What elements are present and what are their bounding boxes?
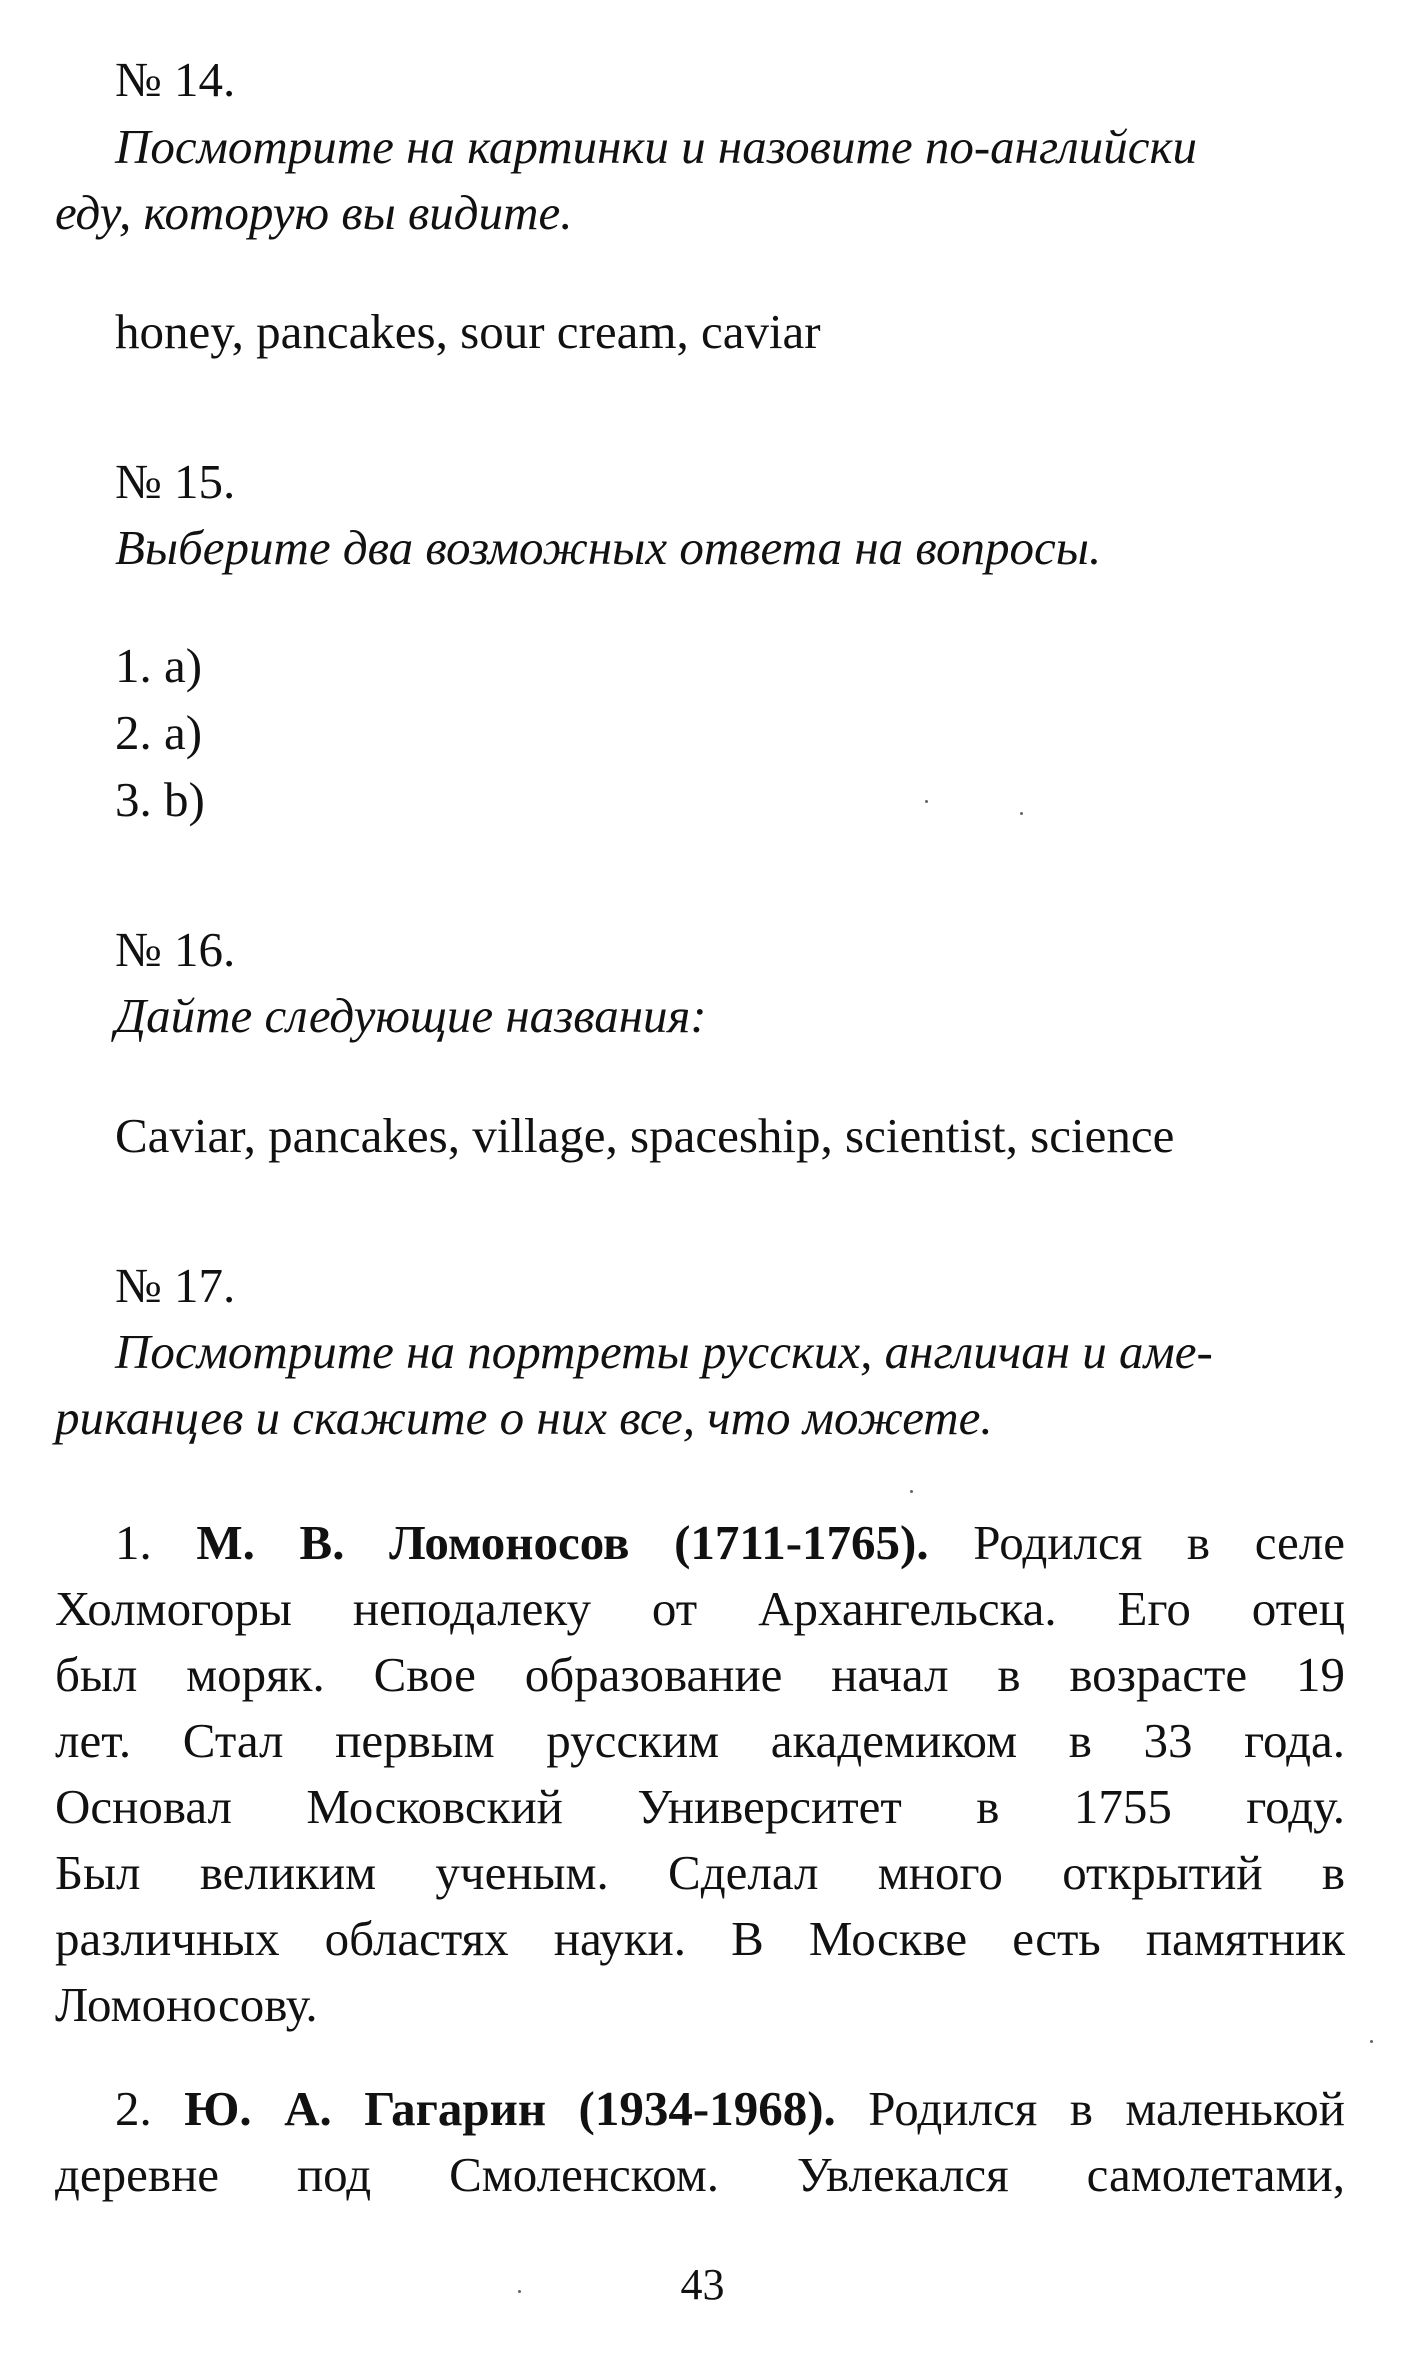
scan-speck [925, 800, 928, 803]
item2-first-line-rest: Родился в маленькой [868, 2081, 1346, 2136]
ex14-number: № 14. [115, 52, 236, 107]
item1-line-5: Был великим ученым. Сделал много открытий в [55, 1845, 1345, 1900]
item1-number: 1. [115, 1515, 152, 1570]
scan-speck [1020, 812, 1023, 815]
item1-line-3: лет. Стал первым русским академиком в 33 года. [55, 1713, 1345, 1768]
ex14-answer: honey, pancakes, sour cream, caviar [115, 304, 821, 359]
item2-line-1: деревне под Смоленском. Увлекался самолетами, [55, 2147, 1345, 2202]
scan-speck [910, 1490, 913, 1493]
ex17-task-line2: риканцев и скажите о них все, что можете. [55, 1390, 993, 1445]
item1-line-2: был моряк. Свое образование начал в возрасте 19 [55, 1647, 1345, 1702]
item1-first-line-rest: Родился в селе [973, 1515, 1346, 1570]
item1-first-line [115, 1510, 1345, 1576]
ex15-number: № 15. [115, 454, 236, 509]
scan-speck [1370, 2040, 1373, 2043]
ex14-task-line1: Посмотрите на картинки и назовите по-английски [115, 119, 1197, 174]
ex14-task-line2: еду, которую вы видите. [55, 185, 573, 240]
ex15-answer-2: 2. a) [115, 705, 203, 760]
ex16-task: Дайте следующие названия: [115, 988, 707, 1043]
ex17-number: № 17. [115, 1258, 236, 1313]
ex15-task: Выберите два возможных ответа на вопросы. [115, 520, 1102, 575]
ex17-task-line1: Посмотрите на портреты русских, англичан и аме- [115, 1324, 1213, 1379]
item2-first-line [115, 2076, 1345, 2142]
item2-number: 2. [115, 2081, 152, 2136]
item1-line-4: Основал Московский Университет в 1755 году. [55, 1779, 1345, 1834]
item1-line-7: Ломоносову. [55, 1977, 318, 2032]
ex16-answer: Caviar, pancakes, village, spaceship, scientist, science [115, 1108, 1175, 1163]
item1-heading: М. В. Ломоносов (1711-1765). [196, 1515, 929, 1570]
ex16-number: № 16. [115, 922, 236, 977]
scan-speck [518, 2290, 521, 2293]
page-number: 43 [680, 2260, 725, 2309]
item1-line-6: различных областях науки. В Москве есть памятник [55, 1911, 1345, 1966]
item2-heading: Ю. А. Гагарин (1934-1968). [184, 2081, 836, 2136]
item1-line-1: Холмогоры неподалеку от Архангельска. Его отец [55, 1581, 1345, 1636]
ex15-answer-3: 3. b) [115, 772, 205, 827]
ex15-answer-1: 1. a) [115, 638, 203, 693]
